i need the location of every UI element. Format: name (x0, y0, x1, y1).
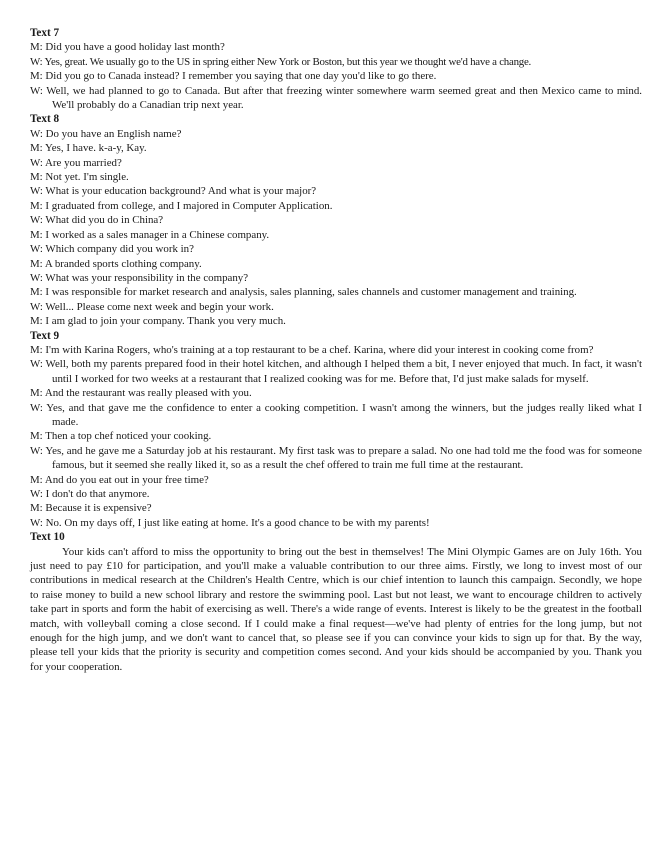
dialogue-line: W: I don't do that anymore. (30, 488, 150, 500)
section-heading: Text 10 (30, 531, 65, 544)
section-heading: Text 7 (30, 27, 60, 39)
section-text-7 (30, 26, 642, 112)
dialogue-line: M: Did you go to Canada instead? I remember you saying that one day you'd like to go there. (30, 70, 437, 83)
dialogue-line: W: Yes, and that gave me the confidence to enter a cooking competition. I wasn't among the winners, but the judges really liked what I made. (30, 401, 642, 428)
dialogue-line: W: What was your responsibility in the company? (30, 271, 249, 284)
section-heading: Text 9 (30, 329, 60, 342)
dialogue-line: M: Did you have a good holiday last month? (30, 41, 225, 54)
monologue-paragraph: Your kids can't afford to miss the opportunity to bring out the best in themselves! The Mini Olympic Games are on July 16th. You just need to pay £10 for participation, and you'll make a valuable contribution to our three aims. Firstly, we long to invest most of our contributions in medical research at the Children's Health Centre, which is our chief intention to launch this campaign. Secondly, we hope to raise money to build a new school library and restore the swimming pool. Last but not least, we want to encourage children to actively take part in sports and form the habit of exercising as well. There's a wide range of events. Interest is likely to be the greatest in the football match, with volleyball coming a close second. If I could make a final request—we've had plenty of entries for the long jump, but not enough for the high jump, and we don't want to cancel that, so please see if you can convince your kids to sign up for that. By the way, please tell your kids that the priority is security and competition comes second. And your kids should be accompanied by you. Thank you for your cooperation. (30, 545, 642, 673)
dialogue-line: M: I graduated from college, and I majored in Computer Application. (30, 199, 333, 212)
dialogue-line: W: Yes, great. We usually go to the US in spring either New York or Boston, but this year we thought we'd have a change. (30, 55, 532, 68)
dialogue-line: W: What did you do in China? (30, 214, 164, 227)
dialogue-line: W: Well, both my parents prepared food in their hotel kitchen, and although I helped them a bit, I never enjoyed that much. In fact, it wasn't until I worked for two weeks at a restaurant that I realized cooking was for me. Before that, I'd just make salads for myself. (30, 358, 642, 385)
dialogue-line: M: And do you eat out in your free time? (30, 473, 209, 486)
dialogue-line: W: Well... Please come next week and begin your work. (30, 300, 274, 313)
dialogue-line: W: Yes, and he gave me a Saturday job at his restaurant. My first task was to prepare a salad. No one had told me the food was for someone famous, but it seemed she really liked it, so as a result the chef offered to train me full time at the restaurant. (30, 444, 642, 472)
dialogue-line: W: No. On my days off, I just like eating at home. It's a good chance to be with my parents! (30, 516, 430, 529)
dialogue-line: M: A branded sports clothing company. (30, 257, 202, 270)
dialogue-line: M: I worked as a sales manager in a Chinese company. (30, 228, 270, 241)
dialogue-line: W: Which company did you work in? (30, 243, 194, 256)
dialogue-line: M: Then a top chef noticed your cooking. (30, 430, 212, 443)
dialogue-line: M: Because it is expensive? (30, 502, 152, 515)
dialogue-line: W: Well, we had planned to go to Canada. But after that freezing winter somewhere warm seemed great and then Mexico came to mind. We'll probably do a Canadian trip next year. (30, 84, 642, 112)
dialogue-line: M: I'm with Karina Rogers, who's training at a top restaurant to be a chef. Karina, where did your interest in cooking come from? (30, 343, 594, 356)
dialogue-line: W: What is your education background? And what is your major? (30, 185, 317, 198)
section-text-8 (30, 112, 642, 328)
dialogue-line: W: Are you married? (30, 156, 122, 169)
dialogue-line: M: I am glad to join your company. Thank you very much. (30, 315, 286, 328)
section-text-10 (30, 530, 642, 674)
dialogue-line: M: Yes, I have. k-a-y, Kay. (30, 142, 147, 155)
dialogue-line: M: I was responsible for market research and analysis, sales planning, sales channels and customer management and training. (30, 286, 577, 299)
section-heading: Text 8 (30, 113, 60, 126)
dialogue-line: M: And the restaurant was really pleased with you. (30, 387, 252, 400)
dialogue-line: W: Do you have an English name? (30, 127, 182, 140)
section-text-9 (30, 329, 642, 531)
dialogue-line: M: Not yet. I'm single. (30, 171, 129, 184)
